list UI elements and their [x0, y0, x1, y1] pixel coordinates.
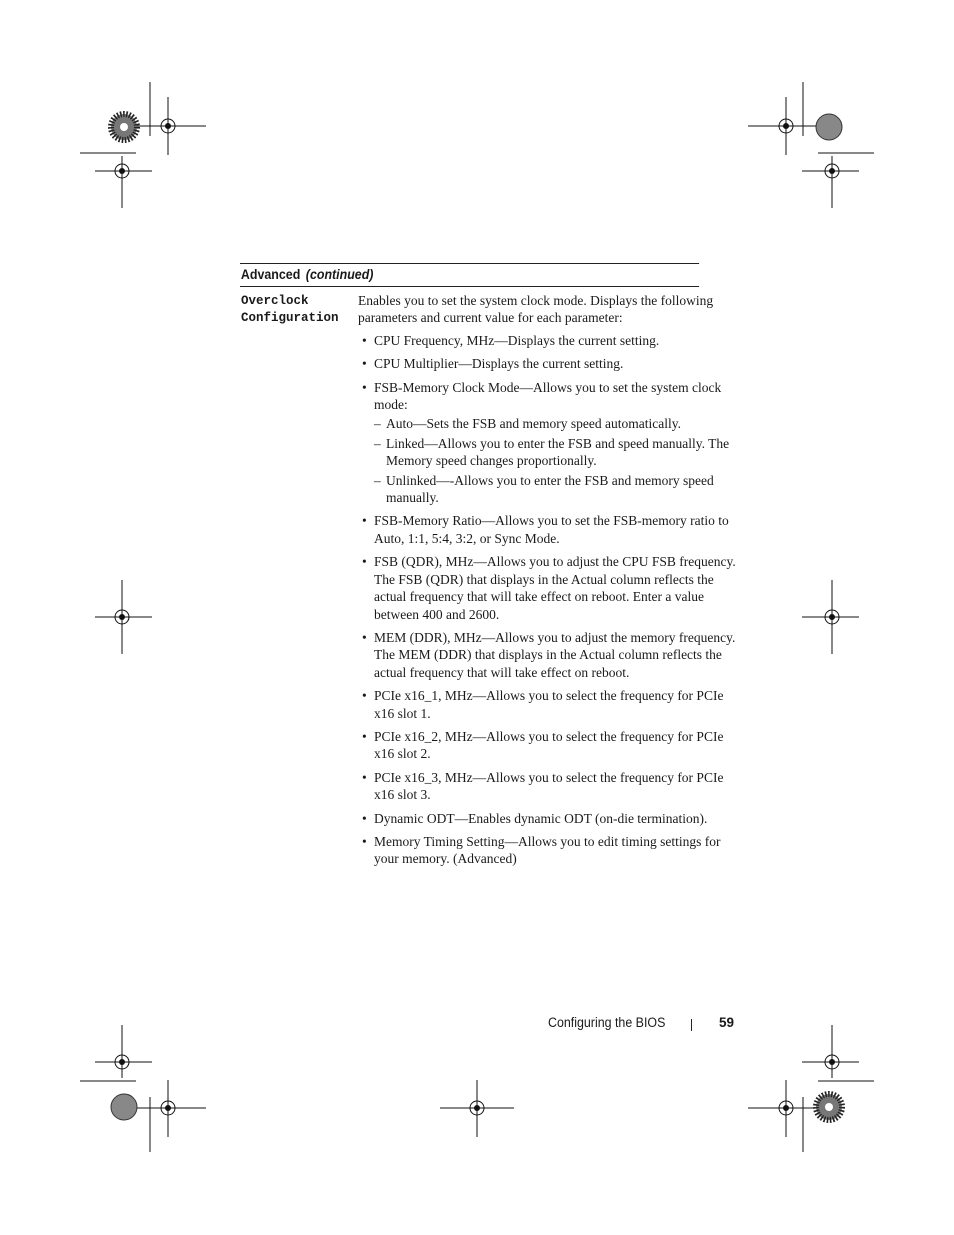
dash-icon: –: [374, 472, 381, 488]
list-item-text: Memory Timing Setting—Allows you to edit timing settings for your memory. (Advanced): [374, 833, 721, 867]
sub-list-item: [374, 472, 738, 507]
bios-settings-table: [240, 263, 739, 867]
page-number: 59: [719, 1015, 735, 1030]
bullet-icon: •: [362, 728, 367, 744]
bullet-icon: •: [362, 356, 367, 372]
parameter-description: [358, 292, 738, 874]
list-item-text: Dynamic ODT—Enables dynamic ODT (on-die termination).: [374, 810, 708, 826]
list-item-text: FSB (QDR), MHz—Allows you to adjust the CPU FSB frequency. The FSB (QDR) that displays in the Actual column reflects the actual frequency that will take effect on reboot. Enter a value between 400 and 2600.: [374, 554, 736, 622]
table-heading: [240, 263, 699, 287]
list-item: [358, 687, 738, 722]
clock-mode-options: [374, 415, 738, 506]
bullet-icon: •: [362, 769, 367, 785]
bullet-icon: •: [362, 810, 367, 826]
list-item: [358, 833, 738, 868]
table-heading-continued: (continued): [305, 267, 374, 282]
dash-icon: –: [374, 416, 381, 432]
list-item: [358, 379, 738, 507]
list-item: [358, 810, 738, 827]
bullet-icon: •: [362, 379, 367, 395]
list-item-text: PCIe x16_2, MHz—Allows you to select the frequency for PCIe x16 slot 2.: [374, 728, 724, 762]
sub-list-item-text: Linked—Allows you to enter the FSB and speed manually. The Memory speed changes proportionally.: [386, 435, 730, 469]
bullet-icon: •: [362, 332, 367, 348]
page-footer: [548, 1015, 748, 1030]
bullet-icon: •: [362, 833, 367, 849]
list-item-text: CPU Multiplier—Displays the current setting.: [374, 356, 624, 372]
description-intro: Enables you to set the system clock mode. Displays the following parameters and current value for each parameter:: [358, 293, 714, 326]
dash-icon: –: [374, 435, 381, 451]
sub-list-item-text: Auto—Sets the FSB and memory speed automatically.: [386, 416, 681, 432]
list-item-text: CPU Frequency, MHz—Displays the current setting.: [374, 332, 660, 348]
list-item: [358, 769, 738, 804]
bullet-icon: •: [362, 629, 367, 645]
bullet-icon: •: [362, 513, 367, 529]
parameter-name-line2: Configuration: [241, 311, 339, 325]
list-item: [358, 355, 738, 372]
parameter-list: [358, 332, 738, 868]
footer-divider: [691, 1019, 692, 1031]
sub-list-item-text: Unlinked—-Allows you to enter the FSB and memory speed manually.: [386, 472, 714, 506]
sub-list-item: [374, 415, 738, 432]
list-item: [358, 629, 738, 681]
list-item-text: FSB-Memory Clock Mode—Allows you to set the system clock mode:: [374, 379, 722, 413]
bullet-icon: •: [362, 554, 367, 570]
list-item: [358, 332, 738, 349]
sub-list-item: [374, 435, 738, 470]
table-heading-label: Advanced: [240, 267, 301, 282]
list-item-text: PCIe x16_1, MHz—Allows you to select the frequency for PCIe x16 slot 1.: [374, 688, 724, 721]
parameter-name: [241, 293, 339, 327]
list-item: [358, 553, 738, 623]
list-item-text: MEM (DDR), MHz—Allows you to adjust the memory frequency. The MEM (DDR) that displays in the Actual column reflects the actual frequency that will take effect on reboot.: [374, 629, 736, 680]
chapter-title: Configuring the BIOS: [548, 1015, 666, 1030]
bullet-icon: •: [362, 688, 367, 704]
parameter-name-line1: Overclock: [241, 294, 309, 308]
list-item: [358, 728, 738, 763]
list-item-text: PCIe x16_3, MHz—Allows you to select the frequency for PCIe x16 slot 3.: [374, 769, 724, 803]
list-item: [358, 512, 738, 547]
list-item-text: FSB-Memory Ratio—Allows you to set the FSB-memory ratio to Auto, 1:1, 5:4, 3:2, or Sync Mode.: [374, 513, 729, 546]
